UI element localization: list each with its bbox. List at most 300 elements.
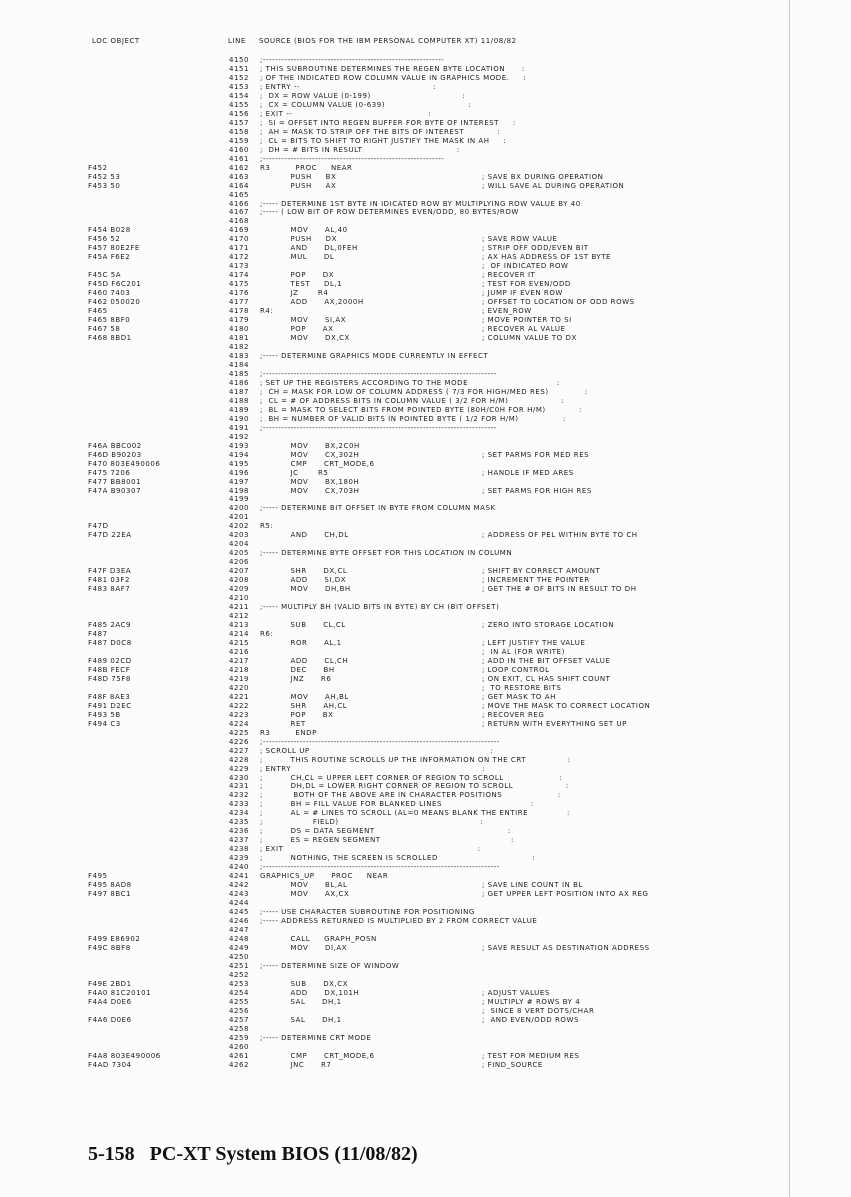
source-code: ; BH = NUMBER OF VALID BITS IN POINTED BYTE ( 1/2 FOR H/M) : bbox=[260, 414, 566, 423]
line-number: 4233 bbox=[229, 800, 250, 809]
line-number: 4186 bbox=[229, 378, 250, 387]
page-footer bbox=[88, 1143, 418, 1166]
line-number: 4253 bbox=[229, 979, 250, 988]
listing-row bbox=[0, 747, 789, 756]
listing-row bbox=[0, 83, 789, 92]
listing-row bbox=[0, 531, 789, 540]
line-number: 4213 bbox=[229, 621, 250, 630]
object-code: F4A8 803E490006 bbox=[88, 1051, 161, 1060]
line-number: 4250 bbox=[229, 952, 250, 961]
source-code: ;----- MULTIPLY BH (VALID BITS IN BYTE) BY CH (BIT OFFSET) bbox=[260, 603, 500, 612]
listing-row bbox=[0, 1061, 789, 1070]
source-code: R3 PROC NEAR bbox=[260, 163, 353, 172]
source-code: ; DS = DATA SEGMENT : bbox=[260, 827, 511, 836]
line-number: 4223 bbox=[229, 710, 250, 719]
source-code: ;----------------------------------------------------------------------------- bbox=[260, 863, 500, 872]
object-code: F46A BBC002 bbox=[88, 441, 142, 450]
line-number: 4205 bbox=[229, 549, 250, 558]
listing-row bbox=[0, 262, 789, 271]
source-code: ;----------------------------------------------------------------------------- bbox=[260, 737, 500, 746]
listing-row bbox=[0, 576, 789, 585]
line-number: 4202 bbox=[229, 522, 250, 531]
source-code: MOV SI,AX bbox=[260, 316, 347, 325]
line-number: 4212 bbox=[229, 612, 250, 621]
source-code: ;----------------------------------------------------------- bbox=[260, 154, 445, 163]
listing-row bbox=[0, 271, 789, 280]
source-code: SHR DX,CL bbox=[260, 567, 348, 576]
listing-row bbox=[0, 56, 789, 65]
line-number: 4190 bbox=[229, 414, 250, 423]
listing-row bbox=[0, 603, 789, 612]
source-code: ; SET UP THE REGISTERS ACCORDING TO THE MODE : bbox=[260, 378, 560, 387]
line-number: 4171 bbox=[229, 244, 250, 253]
source-code: MOV AL,40 bbox=[260, 226, 348, 235]
object-code: F48D 75F8 bbox=[88, 674, 131, 683]
listing-row bbox=[0, 675, 789, 684]
comment: ; SHIFT BY CORRECT AMOUNT bbox=[482, 567, 601, 576]
listing-row bbox=[0, 720, 789, 729]
comment: ; SAVE ROW VALUE bbox=[482, 235, 558, 244]
listing-row bbox=[0, 1007, 789, 1016]
line-number: 4260 bbox=[229, 1042, 250, 1051]
source-code: SHR AH,CL bbox=[260, 701, 348, 710]
source-code: ; BL = MASK TO SELECT BITS FROM POINTED BYTE (80H/C0H FOR H/M) : bbox=[260, 405, 582, 414]
listing-row bbox=[0, 191, 789, 200]
line-number: 4172 bbox=[229, 253, 250, 262]
source-code: ; EXIT -- : bbox=[260, 109, 432, 118]
source-code: SUB CL,CL bbox=[260, 621, 346, 630]
comment: ; ADD IN THE BIT OFFSET VALUE bbox=[482, 656, 611, 665]
object-code: F453 50 bbox=[88, 181, 121, 190]
listing-row bbox=[0, 1016, 789, 1025]
source-code: RET bbox=[260, 719, 306, 728]
listing-row bbox=[0, 657, 789, 666]
listing-row bbox=[0, 872, 789, 881]
listing-row bbox=[0, 540, 789, 549]
line-number: 4227 bbox=[229, 746, 250, 755]
listing-row bbox=[0, 791, 789, 800]
line-number: 4158 bbox=[229, 127, 250, 136]
listing-row bbox=[0, 513, 789, 522]
line-number: 4221 bbox=[229, 692, 250, 701]
comment: ; TEST FOR EVEN/ODD bbox=[482, 280, 571, 289]
listing-row bbox=[0, 173, 789, 182]
line-number: 4237 bbox=[229, 836, 250, 845]
object-code: F45C 5A bbox=[88, 271, 122, 280]
line-number: 4159 bbox=[229, 136, 250, 145]
listing-row bbox=[0, 630, 789, 639]
source-code: ; AL = # LINES TO SCROLL (AL=0 MEANS BLANK THE ENTIRE : bbox=[260, 809, 570, 818]
listing-row bbox=[0, 827, 789, 836]
line-number: 4199 bbox=[229, 495, 250, 504]
object-code: F465 bbox=[88, 307, 108, 316]
comment: ; GET UPPER LEFT POSITION INTO AX REG bbox=[482, 890, 649, 899]
line-number: 4249 bbox=[229, 943, 250, 952]
line-number: 4240 bbox=[229, 863, 250, 872]
listing-row bbox=[0, 361, 789, 370]
line-number: 4236 bbox=[229, 827, 250, 836]
source-code: ; OF THE INDICATED ROW COLUMN VALUE IN GRAPHICS MODE. : bbox=[260, 73, 527, 82]
line-number: 4210 bbox=[229, 594, 250, 603]
object-code: F491 D2EC bbox=[88, 701, 132, 710]
object-code: F45D F6C201 bbox=[88, 280, 142, 289]
page-edge bbox=[789, 0, 790, 1197]
comment: ; HANDLE IF MED ARES bbox=[482, 468, 574, 477]
comment: ; FIND_SOURCE bbox=[482, 1060, 543, 1069]
comment: ; SAVE BX DURING OPERATION bbox=[482, 172, 604, 181]
line-number: 4187 bbox=[229, 387, 250, 396]
line-number: 4235 bbox=[229, 818, 250, 827]
comment: ; RECOVER IT bbox=[482, 271, 536, 280]
listing-row bbox=[0, 782, 789, 791]
listing-row bbox=[0, 406, 789, 415]
comment: ; MOVE POINTER TO SI bbox=[482, 316, 572, 325]
source-code: ; THIS SUBROUTINE DETERMINES THE REGEN BYTE LOCATION : bbox=[260, 64, 525, 73]
source-code: ; DH,DL = LOWER RIGHT CORNER OF REGION TO SCROLL : bbox=[260, 782, 569, 791]
comment: ; GET THE # OF BITS IN RESULT TO DH bbox=[482, 585, 637, 594]
line-number: 4191 bbox=[229, 423, 250, 432]
listing-row bbox=[0, 881, 789, 890]
source-code: ;----- ADDRESS RETURNED IS MULTIPLIED BY 2 FROM CORRECT VALUE bbox=[260, 917, 538, 925]
comment: ; ADDRESS OF PEL WITHIN BYTE TO CH bbox=[482, 531, 638, 540]
line-number: 4197 bbox=[229, 477, 250, 486]
listing-row bbox=[0, 442, 789, 451]
comment: ; JUMP IF EVEN ROW bbox=[482, 289, 563, 298]
object-code: F47F D3EA bbox=[88, 567, 132, 576]
object-code: F495 bbox=[88, 872, 108, 881]
line-number: 4169 bbox=[229, 226, 250, 235]
comment: ; SET PARMS FOR HIGH RES bbox=[482, 486, 592, 495]
listing-row bbox=[0, 253, 789, 262]
listing-row bbox=[0, 702, 789, 711]
line-number: 4180 bbox=[229, 325, 250, 334]
line-number: 4174 bbox=[229, 271, 250, 280]
source-code: DEC BH bbox=[260, 665, 335, 674]
source-code: MOV AH,BL bbox=[260, 692, 349, 701]
source-code: PUSH AX bbox=[260, 181, 337, 190]
comment: ; STRIP OFF ODD/EVEN BIT bbox=[482, 244, 589, 253]
line-number: 4162 bbox=[229, 163, 250, 172]
source-code: R4: bbox=[260, 307, 274, 316]
line-number: 4256 bbox=[229, 1006, 250, 1015]
line-number: 4179 bbox=[229, 316, 250, 325]
line-number: 4153 bbox=[229, 82, 250, 91]
listing-row bbox=[0, 478, 789, 487]
listing-row bbox=[0, 962, 789, 971]
source-code: MOV CX,703H bbox=[260, 486, 360, 495]
line-number: 4225 bbox=[229, 728, 250, 737]
listing-row bbox=[0, 818, 789, 827]
object-code: F485 2AC9 bbox=[88, 621, 132, 630]
line-number: 4183 bbox=[229, 351, 250, 360]
source-code: ; CH,CL = UPPER LEFT CORNER OF REGION TO SCROLL : bbox=[260, 773, 563, 782]
listing-row bbox=[0, 200, 789, 209]
object-code: F47D 22EA bbox=[88, 531, 132, 540]
line-number: 4219 bbox=[229, 674, 250, 683]
listing-row bbox=[0, 917, 789, 926]
listing-row bbox=[0, 316, 789, 325]
object-code: F495 8AD8 bbox=[88, 881, 132, 890]
object-code: F4AD 7304 bbox=[88, 1060, 132, 1069]
comment: ; RETURN WITH EVERYTHING SET UP bbox=[482, 719, 627, 728]
object-code: F456 52 bbox=[88, 235, 121, 244]
line-number: 4177 bbox=[229, 298, 250, 307]
line-number: 4228 bbox=[229, 755, 250, 764]
line-number: 4193 bbox=[229, 441, 250, 450]
comment: ; SAVE RESULT AS DESTINATION ADDRESS bbox=[482, 943, 650, 952]
source-code: TEST DL,1 bbox=[260, 280, 343, 289]
line-number: 4246 bbox=[229, 917, 250, 925]
object-code: F45A F6E2 bbox=[88, 253, 131, 262]
source-code: MOV BX,2C0H bbox=[260, 441, 360, 450]
object-code: F48F 8AE3 bbox=[88, 692, 131, 701]
line-number: 4165 bbox=[229, 190, 250, 199]
listing-row bbox=[0, 451, 789, 460]
source-code: ; DX = ROW VALUE (0-199) : bbox=[260, 91, 466, 100]
object-code: F4A0 81C20101 bbox=[88, 988, 152, 997]
source-code: ; BH = FILL VALUE FOR BLANKED LINES : bbox=[260, 800, 534, 809]
object-code: F49C 8BF8 bbox=[88, 943, 131, 952]
source-code: ; CH = MASK FOR LOW OF COLUMN ADDRESS ( 7/3 FOR HIGH/MED RES) : bbox=[260, 387, 588, 396]
object-code: F452 53 bbox=[88, 172, 121, 181]
object-code: F47D bbox=[88, 522, 109, 531]
source-code: ;----- DETERMINE GRAPHICS MODE CURRENTLY IN EFFECT bbox=[260, 351, 489, 360]
listing-row bbox=[0, 684, 789, 693]
listing-row bbox=[0, 863, 789, 872]
comment: ; OFFSET TO LOCATION OF ODD ROWS bbox=[482, 298, 635, 307]
line-number: 4220 bbox=[229, 683, 250, 692]
comment: ; OF INDICATED ROW bbox=[482, 262, 569, 271]
source-code: CMP CRT_MODE,6 bbox=[260, 459, 375, 468]
source-code: CMP CRT_MODE,6 bbox=[260, 1051, 375, 1060]
object-code: F454 B028 bbox=[88, 226, 131, 235]
comment: ; RECOVER AL VALUE bbox=[482, 325, 566, 334]
source-code: SAL DH,1 bbox=[260, 997, 342, 1006]
source-code: ; AH = MASK TO STRIP OFF THE BITS OF INTEREST : bbox=[260, 127, 501, 136]
source-code: JC R5 bbox=[260, 468, 329, 477]
source-code: R6: bbox=[260, 630, 274, 638]
listing-row bbox=[0, 980, 789, 989]
listing-row bbox=[0, 648, 789, 657]
assembly-listing bbox=[0, 56, 789, 1069]
listing-header bbox=[92, 37, 792, 46]
source-code: ;----- DETERMINE BYTE OFFSET FOR THIS LOCATION IN COLUMN bbox=[260, 549, 513, 558]
comment: ; TO RESTORE BITS bbox=[482, 683, 562, 692]
listing-row bbox=[0, 208, 789, 217]
comment: ; ON EXIT, CL HAS SHIFT COUNT bbox=[482, 674, 611, 683]
source-code: POP BX bbox=[260, 710, 334, 719]
listing-row bbox=[0, 971, 789, 980]
object-code: F457 80E2FE bbox=[88, 244, 140, 253]
listing-row bbox=[0, 244, 789, 253]
line-number: 4151 bbox=[229, 64, 250, 73]
listing-row bbox=[0, 65, 789, 74]
source-code: R3 ENDP bbox=[260, 728, 317, 737]
object-code: F47A B90307 bbox=[88, 486, 142, 495]
source-code: ; EXIT : bbox=[260, 845, 481, 854]
source-code: ;----- ( LOW BIT OF ROW DETERMINES EVEN/ODD, 80 BYTES/ROW bbox=[260, 208, 519, 217]
source-code: MOV BL,AL bbox=[260, 881, 348, 890]
listing-row bbox=[0, 164, 789, 173]
line-number: 4207 bbox=[229, 567, 250, 576]
source-code: GRAPHICS_UP PROC NEAR bbox=[260, 872, 389, 881]
listing-row bbox=[0, 74, 789, 83]
listing-row bbox=[0, 119, 789, 128]
source-code: ; THIS ROUTINE SCROLLS UP THE INFORMATION ON THE CRT : bbox=[260, 755, 571, 764]
line-number: 4262 bbox=[229, 1060, 250, 1069]
listing-row bbox=[0, 307, 789, 316]
comment: ; AND EVEN/ODD ROWS bbox=[482, 1015, 579, 1024]
listing-row bbox=[0, 217, 789, 226]
listing-row bbox=[0, 774, 789, 783]
source-code: MOV AX,CX bbox=[260, 890, 350, 899]
footer-title: PC-XT System BIOS (11/08/82) bbox=[149, 1143, 418, 1165]
line-number: 4254 bbox=[229, 988, 250, 997]
line-number: 4261 bbox=[229, 1051, 250, 1060]
line-number: 4224 bbox=[229, 719, 250, 728]
listing-row bbox=[0, 989, 789, 998]
listing-row bbox=[0, 836, 789, 845]
source-code: SAL DH,1 bbox=[260, 1015, 342, 1024]
line-number: 4206 bbox=[229, 558, 250, 567]
listing-row bbox=[0, 756, 789, 765]
object-code: F4A6 D0E6 bbox=[88, 1015, 132, 1024]
source-code: R5: bbox=[260, 522, 274, 531]
object-code: F497 8BC1 bbox=[88, 890, 132, 899]
object-code: F499 E86902 bbox=[88, 934, 141, 943]
line-number: 4230 bbox=[229, 773, 250, 782]
line-number: 4189 bbox=[229, 405, 250, 414]
line-number: 4175 bbox=[229, 280, 250, 289]
line-number: 4173 bbox=[229, 262, 250, 271]
line-number: 4248 bbox=[229, 934, 250, 943]
line-number: 4154 bbox=[229, 91, 250, 100]
source-code: MOV DX,CX bbox=[260, 334, 350, 343]
line-number: 4198 bbox=[229, 486, 250, 495]
listing-row bbox=[0, 1052, 789, 1061]
source-code: ; CX = COLUMN VALUE (0-639) : bbox=[260, 100, 472, 109]
object-code: F487 D0C8 bbox=[88, 638, 132, 647]
line-number: 4157 bbox=[229, 118, 250, 127]
line-number: 4167 bbox=[229, 208, 250, 217]
line-number: 4216 bbox=[229, 647, 250, 656]
line-number: 4232 bbox=[229, 791, 250, 800]
object-code: F462 050020 bbox=[88, 298, 141, 307]
listing-row bbox=[0, 334, 789, 343]
comment: ; ZERO INTO STORAGE LOCATION bbox=[482, 621, 615, 630]
listing-row bbox=[0, 235, 789, 244]
listing-row bbox=[0, 585, 789, 594]
line-number: 4241 bbox=[229, 872, 250, 881]
line-number: 4185 bbox=[229, 369, 250, 378]
listing-row bbox=[0, 890, 789, 899]
line-number: 4192 bbox=[229, 432, 250, 441]
source-code: AND DL,0FEH bbox=[260, 244, 358, 253]
source-code: POP AX bbox=[260, 325, 334, 334]
comment: ; AX HAS ADDRESS OF 1ST BYTE bbox=[482, 253, 612, 262]
comment: ; COLUMN VALUE TO DX bbox=[482, 334, 577, 343]
line-number: 4155 bbox=[229, 100, 250, 109]
source-code: ADD DX,101H bbox=[260, 988, 360, 997]
source-code: CALL GRAPH_POSN bbox=[260, 934, 377, 943]
object-code: F4A4 D0E6 bbox=[88, 997, 132, 1006]
line-number: 4204 bbox=[229, 540, 250, 549]
object-code: F465 8BF0 bbox=[88, 316, 131, 325]
source-code: AND CH,DL bbox=[260, 531, 349, 540]
line-number: 4247 bbox=[229, 925, 250, 934]
source-code: ;----- DETERMINE 1ST BYTE IN IDICATED ROW BY MULTIPLYING ROW VALUE BY 40 bbox=[260, 199, 581, 208]
line-number: 4166 bbox=[229, 199, 250, 208]
listing-row bbox=[0, 666, 789, 675]
source-code: JZ R4 bbox=[260, 289, 329, 298]
line-number: 4203 bbox=[229, 531, 250, 540]
listing-row bbox=[0, 854, 789, 863]
object-code: F470 803E490006 bbox=[88, 459, 161, 468]
column-header-line: LINE bbox=[228, 37, 246, 45]
listing-row bbox=[0, 567, 789, 576]
source-code: ADD CL,CH bbox=[260, 656, 349, 665]
listing-row bbox=[0, 415, 789, 424]
object-code: F467 58 bbox=[88, 325, 121, 334]
object-code: F483 8AF7 bbox=[88, 585, 131, 594]
listing-row bbox=[0, 1025, 789, 1034]
comment: ; SINCE 8 VERT DOTS/CHAR bbox=[482, 1006, 595, 1015]
listing-row bbox=[0, 226, 789, 235]
listing-row bbox=[0, 343, 789, 352]
listing-row bbox=[0, 1043, 789, 1052]
listing-row bbox=[0, 558, 789, 567]
listing-row bbox=[0, 504, 789, 513]
listing-row bbox=[0, 325, 789, 334]
object-code: F477 BB8001 bbox=[88, 477, 142, 486]
listing-row bbox=[0, 182, 789, 191]
line-number: 4164 bbox=[229, 181, 250, 190]
comment: ; RECOVER REG bbox=[482, 710, 545, 719]
source-code: MUL DL bbox=[260, 253, 335, 262]
listing-row bbox=[0, 908, 789, 917]
line-number: 4245 bbox=[229, 908, 250, 917]
comment: ; EVEN_ROW bbox=[482, 307, 532, 316]
line-number: 4229 bbox=[229, 764, 250, 773]
listing-row bbox=[0, 433, 789, 442]
listing-row bbox=[0, 379, 789, 388]
line-number: 4214 bbox=[229, 630, 250, 638]
listing-row bbox=[0, 137, 789, 146]
object-code: F460 7403 bbox=[88, 289, 131, 298]
listing-row bbox=[0, 729, 789, 738]
line-number: 4242 bbox=[229, 881, 250, 890]
line-number: 4243 bbox=[229, 890, 250, 899]
line-number: 4178 bbox=[229, 307, 250, 316]
line-number: 4150 bbox=[229, 56, 250, 64]
listing-row bbox=[0, 92, 789, 101]
listing-row bbox=[0, 926, 789, 935]
listing-row bbox=[0, 944, 789, 953]
listing-row bbox=[0, 899, 789, 908]
line-number: 4156 bbox=[229, 109, 250, 118]
listing-row bbox=[0, 155, 789, 164]
line-number: 4208 bbox=[229, 576, 250, 585]
line-number: 4226 bbox=[229, 737, 250, 746]
line-number: 4152 bbox=[229, 73, 250, 82]
object-code: F481 03F2 bbox=[88, 576, 130, 585]
comment: ; MOVE THE MASK TO CORRECT LOCATION bbox=[482, 701, 651, 710]
listing-row bbox=[0, 101, 789, 110]
comment: ; INCREMENT THE POINTER bbox=[482, 576, 590, 585]
object-code: F468 8BD1 bbox=[88, 334, 132, 343]
object-code: F487 bbox=[88, 630, 108, 638]
listing-row bbox=[0, 594, 789, 603]
